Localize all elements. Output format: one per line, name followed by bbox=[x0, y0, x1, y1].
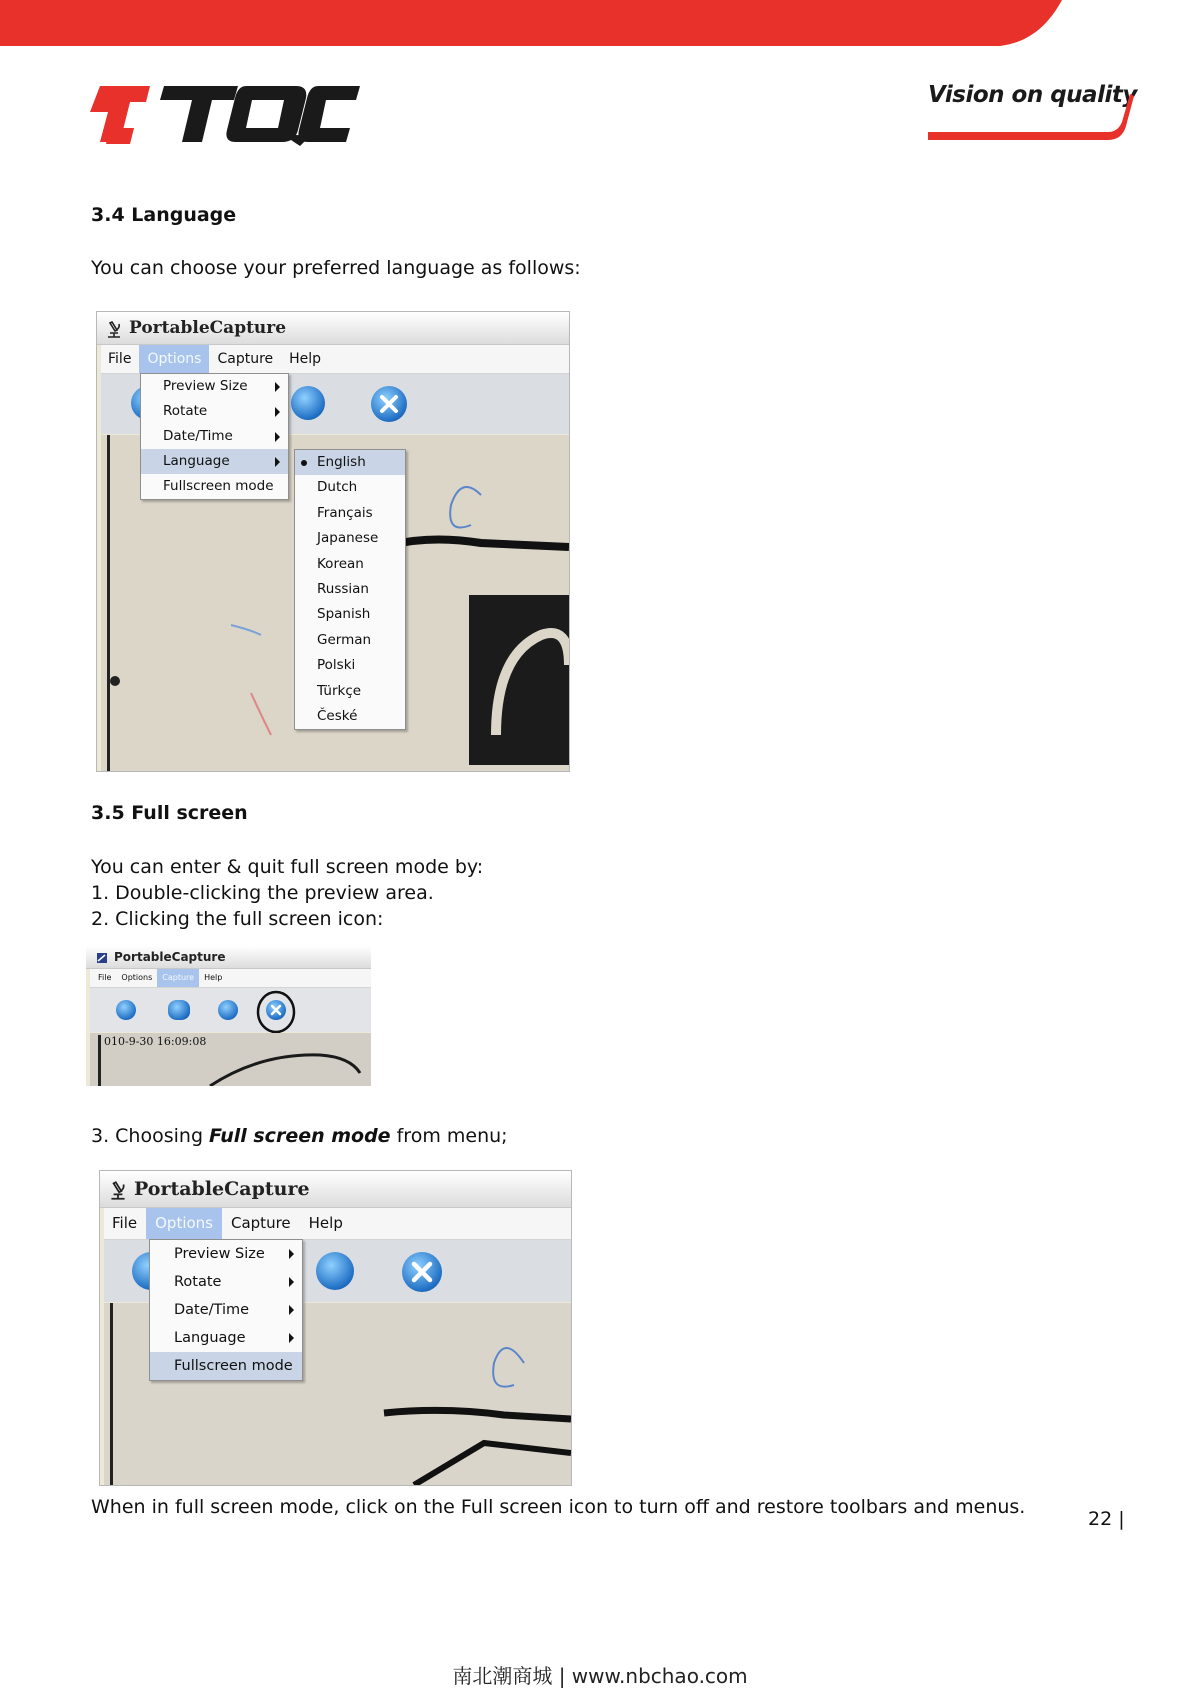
fullscreen-step-1: 1. Double-clicking the preview area. bbox=[91, 882, 434, 904]
menu-item-fullscreen-mode[interactable] bbox=[150, 1352, 302, 1380]
step3-prefix: 3. Choosing bbox=[91, 1125, 210, 1147]
menu-item-label: Date/Time bbox=[163, 428, 233, 444]
menu-item-label: Language bbox=[174, 1330, 246, 1346]
language-item-japanese[interactable] bbox=[295, 526, 405, 551]
language-item-german[interactable] bbox=[295, 628, 405, 653]
footer: 南北潮商城 | www.nbchao.com bbox=[452, 1664, 748, 1688]
fullscreen-step-2: 2. Clicking the full screen icon: bbox=[91, 908, 384, 930]
language-item-turkce[interactable] bbox=[295, 679, 405, 704]
language-intro: You can choose your preferred language as follows: bbox=[91, 257, 581, 279]
fullscreen-step-3 bbox=[91, 1125, 508, 1147]
fullscreen-menu-screenshot bbox=[99, 1170, 572, 1486]
preview-area[interactable] bbox=[90, 1033, 371, 1086]
app-icon bbox=[96, 952, 108, 964]
step3-suffix: from menu; bbox=[390, 1125, 508, 1147]
language-label: Korean bbox=[317, 555, 364, 572]
menu-item-preview-size[interactable] bbox=[141, 374, 288, 399]
window-title: PortableCapture bbox=[134, 1178, 310, 1200]
record-button[interactable] bbox=[168, 1000, 190, 1020]
menu-file[interactable]: File bbox=[112, 1214, 138, 1232]
fullscreen-closing: When in full screen mode, click on the Full screen icon to turn off and restore toolbars and menus. bbox=[91, 1496, 1026, 1518]
tqc-logo bbox=[86, 84, 361, 146]
menu-options[interactable]: Options bbox=[139, 345, 209, 373]
menu-item-language[interactable] bbox=[150, 1324, 302, 1352]
language-item-russian[interactable] bbox=[295, 577, 405, 602]
submenu-arrow-icon bbox=[289, 1333, 294, 1343]
fullscreen-intro: You can enter & quit full screen mode by: bbox=[91, 856, 484, 878]
language-label: České bbox=[317, 707, 358, 724]
menu-item-date-time[interactable] bbox=[141, 424, 288, 449]
language-item-francais[interactable] bbox=[295, 501, 405, 526]
preview-edge-line bbox=[107, 435, 110, 771]
menu-help[interactable]: Help bbox=[204, 973, 223, 982]
timer-button[interactable] bbox=[218, 1000, 238, 1020]
language-label: Polski bbox=[317, 657, 356, 674]
menu-item-label: Preview Size bbox=[174, 1246, 265, 1262]
fullscreen-icon bbox=[371, 386, 407, 422]
language-screenshot bbox=[96, 311, 570, 772]
window-titlebar bbox=[97, 312, 569, 345]
menu-bar bbox=[90, 969, 371, 988]
submenu-arrow-icon bbox=[275, 457, 280, 467]
tagline bbox=[922, 80, 1137, 150]
menu-capture[interactable]: Capture bbox=[157, 969, 199, 987]
fullscreen-button[interactable] bbox=[402, 1252, 442, 1292]
options-menu bbox=[149, 1239, 303, 1381]
menu-item-preview-size[interactable] bbox=[150, 1240, 302, 1268]
submenu-arrow-icon bbox=[275, 407, 280, 417]
menu-item-label: Fullscreen mode bbox=[174, 1358, 293, 1374]
menu-file[interactable]: File bbox=[108, 351, 132, 367]
language-item-ceske[interactable] bbox=[295, 704, 405, 729]
menu-file[interactable]: File bbox=[98, 973, 112, 982]
menu-item-label: Fullscreen mode bbox=[163, 478, 274, 494]
language-submenu bbox=[294, 449, 406, 730]
menu-item-language[interactable] bbox=[141, 449, 288, 474]
window-titlebar bbox=[86, 946, 371, 969]
timestamp-overlay: 010-9-30 16:09:08 bbox=[104, 1035, 207, 1048]
submenu-arrow-icon bbox=[289, 1305, 294, 1315]
language-label: Français bbox=[317, 504, 373, 521]
menu-options[interactable]: Options bbox=[146, 1208, 222, 1239]
menu-item-fullscreen-mode[interactable] bbox=[141, 474, 288, 499]
section-heading-fullscreen: 3.5 Full screen bbox=[91, 802, 248, 824]
language-label: Japanese bbox=[317, 530, 379, 547]
window-titlebar bbox=[100, 1171, 571, 1208]
menu-options[interactable]: Options bbox=[121, 973, 153, 982]
page-number: 22 | bbox=[1088, 1508, 1125, 1530]
microscope-icon bbox=[108, 1179, 128, 1201]
language-item-spanish[interactable] bbox=[295, 602, 405, 627]
language-label: Dutch bbox=[317, 479, 358, 496]
submenu-arrow-icon bbox=[289, 1277, 294, 1287]
selected-bullet-icon bbox=[301, 460, 307, 466]
menu-help[interactable]: Help bbox=[308, 1214, 343, 1232]
menu-item-rotate[interactable] bbox=[141, 399, 288, 424]
language-label: German bbox=[317, 631, 372, 648]
highlight-circle-icon bbox=[256, 990, 296, 1034]
microscope-icon bbox=[105, 319, 123, 339]
step3-emphasis: Full screen mode bbox=[209, 1125, 391, 1147]
language-item-english[interactable] bbox=[295, 450, 405, 475]
fullscreen-button[interactable] bbox=[371, 386, 407, 422]
menu-item-label: Preview Size bbox=[163, 378, 248, 394]
header-red-band bbox=[0, 0, 1200, 48]
menu-capture[interactable]: Capture bbox=[231, 1214, 291, 1232]
tagline-swoosh bbox=[922, 80, 1134, 150]
menu-item-label: Language bbox=[163, 453, 230, 469]
menu-item-rotate[interactable] bbox=[150, 1268, 302, 1296]
submenu-arrow-icon bbox=[275, 382, 280, 392]
options-menu bbox=[140, 373, 289, 500]
submenu-arrow-icon bbox=[275, 432, 280, 442]
language-item-korean[interactable] bbox=[295, 552, 405, 577]
menu-bar bbox=[101, 345, 569, 374]
language-item-dutch[interactable] bbox=[295, 475, 405, 500]
section-heading-language: 3.4 Language bbox=[91, 204, 237, 226]
language-label: English bbox=[317, 454, 366, 470]
language-item-polski[interactable] bbox=[295, 653, 405, 678]
language-label: Spanish bbox=[317, 606, 371, 623]
snapshot-button[interactable] bbox=[116, 1000, 136, 1020]
menu-bar bbox=[104, 1208, 571, 1240]
toolbar bbox=[90, 988, 371, 1032]
preview-edge-line bbox=[98, 1035, 101, 1086]
timer-button[interactable] bbox=[316, 1252, 354, 1290]
timer-button[interactable] bbox=[291, 386, 325, 420]
language-label: Türkçe bbox=[317, 682, 362, 699]
menu-item-label: Rotate bbox=[163, 403, 208, 419]
tagline-text: Vision on quality bbox=[928, 82, 1137, 108]
menu-help[interactable]: Help bbox=[289, 351, 322, 367]
menu-item-label: Rotate bbox=[174, 1274, 222, 1290]
preview-edge-line bbox=[110, 1303, 113, 1485]
menu-item-label: Date/Time bbox=[174, 1302, 250, 1318]
submenu-arrow-icon bbox=[289, 1249, 294, 1259]
menu-capture[interactable]: Capture bbox=[217, 351, 274, 367]
window-title: PortableCapture bbox=[114, 950, 226, 964]
fullscreen-icon bbox=[402, 1252, 442, 1292]
language-label: Russian bbox=[317, 580, 369, 597]
menu-item-date-time[interactable] bbox=[150, 1296, 302, 1324]
fullscreen-icon-screenshot bbox=[86, 946, 371, 1086]
window-title: PortableCapture bbox=[129, 318, 287, 338]
